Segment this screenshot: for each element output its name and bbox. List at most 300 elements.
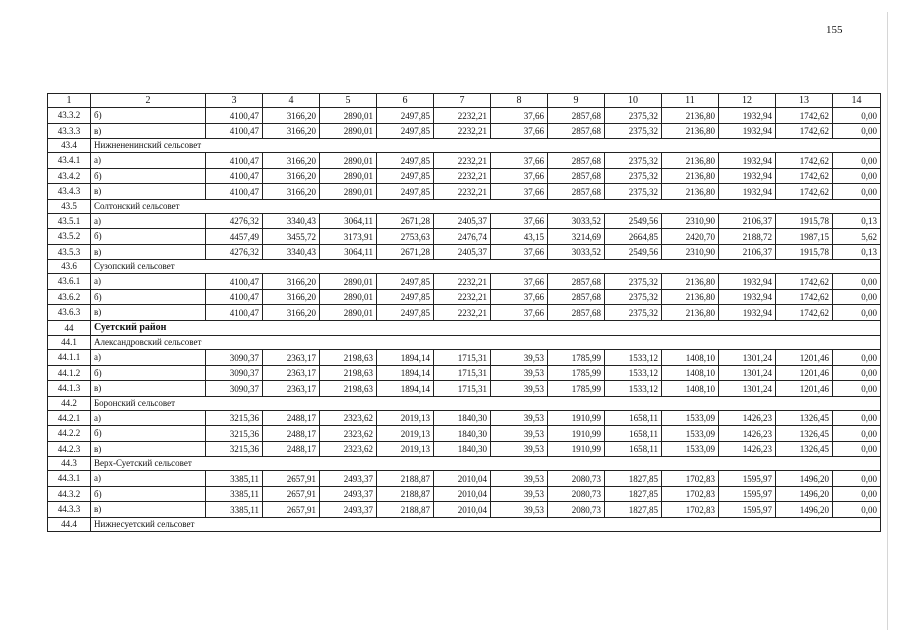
table-row bbox=[48, 153, 881, 169]
table-row bbox=[48, 486, 881, 502]
value-cell: 1702,83 bbox=[662, 502, 719, 518]
value-cell: 2857,68 bbox=[548, 153, 605, 169]
value-cell: 39,53 bbox=[491, 471, 548, 487]
value-cell: 2664,85 bbox=[605, 229, 662, 245]
section-name: Солтонский сельсовет bbox=[91, 199, 881, 213]
value-cell: 1742,62 bbox=[776, 274, 833, 290]
value-cell: 2106,37 bbox=[719, 213, 776, 229]
value-cell: 3385,11 bbox=[206, 502, 263, 518]
section-row bbox=[48, 336, 881, 350]
value-cell: 1932,94 bbox=[719, 289, 776, 305]
value-cell: 2363,17 bbox=[263, 365, 320, 381]
value-cell: 3455,72 bbox=[263, 229, 320, 245]
value-cell: 1910,99 bbox=[548, 441, 605, 457]
value-cell: 3385,11 bbox=[206, 486, 263, 502]
section-name: Боронский сельсовет bbox=[91, 396, 881, 410]
value-cell: 2198,63 bbox=[320, 350, 377, 366]
value-cell: 37,66 bbox=[491, 168, 548, 184]
value-cell: 1932,94 bbox=[719, 305, 776, 321]
row-letter: б) bbox=[91, 289, 206, 305]
row-letter: б) bbox=[91, 229, 206, 245]
value-cell: 1301,24 bbox=[719, 350, 776, 366]
row-letter: в) bbox=[91, 305, 206, 321]
value-cell: 1201,46 bbox=[776, 365, 833, 381]
value-cell: 1715,31 bbox=[434, 350, 491, 366]
district-row bbox=[48, 320, 881, 336]
value-cell: 2198,63 bbox=[320, 365, 377, 381]
value-cell: 3090,37 bbox=[206, 350, 263, 366]
value-cell: 2890,01 bbox=[320, 274, 377, 290]
value-cell: 2198,63 bbox=[320, 381, 377, 397]
value-cell: 1408,10 bbox=[662, 381, 719, 397]
value-cell: 1715,31 bbox=[434, 365, 491, 381]
value-cell: 1426,23 bbox=[719, 441, 776, 457]
row-code: 43.6.3 bbox=[48, 305, 91, 321]
row-letter: в) bbox=[91, 502, 206, 518]
row-code: 44.3.1 bbox=[48, 471, 91, 487]
header-cell: 7 bbox=[434, 94, 491, 108]
value-cell: 1742,62 bbox=[776, 108, 833, 124]
row-code: 44.2 bbox=[48, 396, 91, 410]
value-cell: 3215,36 bbox=[206, 441, 263, 457]
row-code: 44.1.3 bbox=[48, 381, 91, 397]
value-cell: 2363,17 bbox=[263, 350, 320, 366]
value-cell: 37,66 bbox=[491, 213, 548, 229]
value-cell: 1932,94 bbox=[719, 108, 776, 124]
row-code: 43.5.2 bbox=[48, 229, 91, 245]
value-cell: 3166,20 bbox=[263, 184, 320, 200]
value-cell: 0,00 bbox=[833, 471, 881, 487]
row-code: 44.4 bbox=[48, 517, 91, 531]
value-cell: 1408,10 bbox=[662, 365, 719, 381]
row-code: 44.1.1 bbox=[48, 350, 91, 366]
value-cell: 2753,63 bbox=[377, 229, 434, 245]
value-cell: 2671,28 bbox=[377, 244, 434, 260]
value-cell: 2857,68 bbox=[548, 289, 605, 305]
row-code: 43.5.1 bbox=[48, 213, 91, 229]
header-cell: 4 bbox=[263, 94, 320, 108]
value-cell: 2080,73 bbox=[548, 471, 605, 487]
row-letter: в) bbox=[91, 123, 206, 139]
row-code: 44.2.3 bbox=[48, 441, 91, 457]
value-cell: 1496,20 bbox=[776, 471, 833, 487]
row-code: 43.5 bbox=[48, 199, 91, 213]
row-letter: в) bbox=[91, 184, 206, 200]
table-row bbox=[48, 168, 881, 184]
value-cell: 4100,47 bbox=[206, 108, 263, 124]
row-code: 43.5.3 bbox=[48, 244, 91, 260]
value-cell: 0,00 bbox=[833, 365, 881, 381]
value-cell: 3385,11 bbox=[206, 471, 263, 487]
value-cell: 2188,87 bbox=[377, 502, 434, 518]
value-cell: 2657,91 bbox=[263, 502, 320, 518]
row-code: 44.2.2 bbox=[48, 426, 91, 442]
value-cell: 1301,24 bbox=[719, 381, 776, 397]
table-row bbox=[48, 365, 881, 381]
row-code: 44.3 bbox=[48, 457, 91, 471]
row-letter: б) bbox=[91, 426, 206, 442]
value-cell: 0,00 bbox=[833, 274, 881, 290]
value-cell: 3215,36 bbox=[206, 426, 263, 442]
value-cell: 0,00 bbox=[833, 410, 881, 426]
value-cell: 2890,01 bbox=[320, 184, 377, 200]
value-cell: 2136,80 bbox=[662, 123, 719, 139]
value-cell: 1326,45 bbox=[776, 426, 833, 442]
table-row bbox=[48, 213, 881, 229]
tariff-table bbox=[47, 93, 881, 532]
value-cell: 2890,01 bbox=[320, 123, 377, 139]
value-cell: 2363,17 bbox=[263, 381, 320, 397]
value-cell: 2549,56 bbox=[605, 244, 662, 260]
row-code: 43.4.3 bbox=[48, 184, 91, 200]
row-letter: а) bbox=[91, 350, 206, 366]
value-cell: 2010,04 bbox=[434, 471, 491, 487]
value-cell: 0,00 bbox=[833, 502, 881, 518]
value-cell: 1533,09 bbox=[662, 441, 719, 457]
value-cell: 1408,10 bbox=[662, 350, 719, 366]
value-cell: 2657,91 bbox=[263, 471, 320, 487]
value-cell: 3215,36 bbox=[206, 410, 263, 426]
value-cell: 3340,43 bbox=[263, 244, 320, 260]
section-name: Нижнесуетский сельсовет bbox=[91, 517, 881, 531]
value-cell: 3166,20 bbox=[263, 274, 320, 290]
table-row bbox=[48, 123, 881, 139]
value-cell: 2488,17 bbox=[263, 410, 320, 426]
value-cell: 0,00 bbox=[833, 123, 881, 139]
value-cell: 2232,21 bbox=[434, 305, 491, 321]
section-row bbox=[48, 396, 881, 410]
page-number: 155 bbox=[826, 24, 843, 36]
value-cell: 1658,11 bbox=[605, 410, 662, 426]
value-cell: 1785,99 bbox=[548, 350, 605, 366]
value-cell: 2232,21 bbox=[434, 153, 491, 169]
section-row bbox=[48, 517, 881, 531]
value-cell: 4100,47 bbox=[206, 289, 263, 305]
value-cell: 1987,15 bbox=[776, 229, 833, 245]
value-cell: 1827,85 bbox=[605, 502, 662, 518]
value-cell: 1932,94 bbox=[719, 184, 776, 200]
value-cell: 1827,85 bbox=[605, 486, 662, 502]
value-cell: 2188,87 bbox=[377, 486, 434, 502]
value-cell: 1533,09 bbox=[662, 426, 719, 442]
row-code: 43.6.1 bbox=[48, 274, 91, 290]
value-cell: 2323,62 bbox=[320, 441, 377, 457]
value-cell: 39,53 bbox=[491, 426, 548, 442]
value-cell: 0,00 bbox=[833, 350, 881, 366]
value-cell: 37,66 bbox=[491, 184, 548, 200]
value-cell: 39,53 bbox=[491, 410, 548, 426]
value-cell: 2136,80 bbox=[662, 108, 719, 124]
value-cell: 43,15 bbox=[491, 229, 548, 245]
row-letter: а) bbox=[91, 213, 206, 229]
value-cell: 3166,20 bbox=[263, 123, 320, 139]
value-cell: 0,00 bbox=[833, 289, 881, 305]
value-cell: 2310,90 bbox=[662, 244, 719, 260]
value-cell: 2323,62 bbox=[320, 410, 377, 426]
value-cell: 1658,11 bbox=[605, 426, 662, 442]
table-row bbox=[48, 289, 881, 305]
value-cell: 1426,23 bbox=[719, 410, 776, 426]
value-cell: 1533,09 bbox=[662, 410, 719, 426]
value-cell: 2857,68 bbox=[548, 123, 605, 139]
value-cell: 4100,47 bbox=[206, 305, 263, 321]
row-letter: б) bbox=[91, 365, 206, 381]
value-cell: 2375,32 bbox=[605, 184, 662, 200]
value-cell: 1496,20 bbox=[776, 502, 833, 518]
value-cell: 4276,32 bbox=[206, 244, 263, 260]
value-cell: 3340,43 bbox=[263, 213, 320, 229]
value-cell: 2857,68 bbox=[548, 184, 605, 200]
value-cell: 2405,37 bbox=[434, 244, 491, 260]
value-cell: 1827,85 bbox=[605, 471, 662, 487]
section-name: Нижнененинский сельсовет bbox=[91, 139, 881, 153]
value-cell: 39,53 bbox=[491, 486, 548, 502]
table-row bbox=[48, 410, 881, 426]
value-cell: 1595,97 bbox=[719, 486, 776, 502]
row-letter: а) bbox=[91, 153, 206, 169]
value-cell: 0,00 bbox=[833, 486, 881, 502]
section-row bbox=[48, 260, 881, 274]
value-cell: 2497,85 bbox=[377, 108, 434, 124]
value-cell: 1702,83 bbox=[662, 486, 719, 502]
value-cell: 1932,94 bbox=[719, 274, 776, 290]
value-cell: 1742,62 bbox=[776, 289, 833, 305]
value-cell: 2019,13 bbox=[377, 426, 434, 442]
value-cell: 1326,45 bbox=[776, 410, 833, 426]
value-cell: 1915,78 bbox=[776, 244, 833, 260]
table-row bbox=[48, 305, 881, 321]
header-cell: 3 bbox=[206, 94, 263, 108]
value-cell: 1742,62 bbox=[776, 305, 833, 321]
value-cell: 39,53 bbox=[491, 441, 548, 457]
value-cell: 2232,21 bbox=[434, 184, 491, 200]
value-cell: 2136,80 bbox=[662, 274, 719, 290]
value-cell: 37,66 bbox=[491, 123, 548, 139]
header-cell: 12 bbox=[719, 94, 776, 108]
value-cell: 5,62 bbox=[833, 229, 881, 245]
table-row bbox=[48, 471, 881, 487]
value-cell: 1658,11 bbox=[605, 441, 662, 457]
header-cell: 14 bbox=[833, 94, 881, 108]
value-cell: 2488,17 bbox=[263, 441, 320, 457]
value-cell: 1702,83 bbox=[662, 471, 719, 487]
value-cell: 3033,52 bbox=[548, 213, 605, 229]
row-letter: а) bbox=[91, 471, 206, 487]
value-cell: 2857,68 bbox=[548, 274, 605, 290]
value-cell: 2136,80 bbox=[662, 153, 719, 169]
value-cell: 2375,32 bbox=[605, 274, 662, 290]
value-cell: 3090,37 bbox=[206, 365, 263, 381]
value-cell: 2232,21 bbox=[434, 274, 491, 290]
section-row bbox=[48, 139, 881, 153]
row-code: 43.3.2 bbox=[48, 108, 91, 124]
value-cell: 2136,80 bbox=[662, 305, 719, 321]
header-cell: 13 bbox=[776, 94, 833, 108]
value-cell: 0,00 bbox=[833, 184, 881, 200]
value-cell: 3090,37 bbox=[206, 381, 263, 397]
value-cell: 2136,80 bbox=[662, 168, 719, 184]
value-cell: 2857,68 bbox=[548, 168, 605, 184]
row-letter: а) bbox=[91, 274, 206, 290]
value-cell: 4457,49 bbox=[206, 229, 263, 245]
table-row bbox=[48, 441, 881, 457]
value-cell: 37,66 bbox=[491, 244, 548, 260]
value-cell: 1894,14 bbox=[377, 365, 434, 381]
row-code: 43.6.2 bbox=[48, 289, 91, 305]
row-code: 43.3.3 bbox=[48, 123, 91, 139]
header-cell: 10 bbox=[605, 94, 662, 108]
value-cell: 2323,62 bbox=[320, 426, 377, 442]
value-cell: 2497,85 bbox=[377, 184, 434, 200]
value-cell: 2857,68 bbox=[548, 305, 605, 321]
value-cell: 4276,32 bbox=[206, 213, 263, 229]
district-name: Суетский район bbox=[91, 320, 881, 336]
value-cell: 39,53 bbox=[491, 502, 548, 518]
value-cell: 2010,04 bbox=[434, 502, 491, 518]
value-cell: 2857,68 bbox=[548, 108, 605, 124]
value-cell: 2497,85 bbox=[377, 123, 434, 139]
value-cell: 3166,20 bbox=[263, 153, 320, 169]
section-row bbox=[48, 457, 881, 471]
header-cell: 11 bbox=[662, 94, 719, 108]
value-cell: 2106,37 bbox=[719, 244, 776, 260]
value-cell: 2375,32 bbox=[605, 289, 662, 305]
value-cell: 2497,85 bbox=[377, 289, 434, 305]
value-cell: 2375,32 bbox=[605, 108, 662, 124]
value-cell: 1715,31 bbox=[434, 381, 491, 397]
value-cell: 1840,30 bbox=[434, 410, 491, 426]
value-cell: 2493,37 bbox=[320, 471, 377, 487]
value-cell: 37,66 bbox=[491, 289, 548, 305]
value-cell: 1742,62 bbox=[776, 168, 833, 184]
value-cell: 2188,87 bbox=[377, 471, 434, 487]
value-cell: 3033,52 bbox=[548, 244, 605, 260]
row-code: 44.3.2 bbox=[48, 486, 91, 502]
row-code: 44.3.3 bbox=[48, 502, 91, 518]
table-row bbox=[48, 381, 881, 397]
value-cell: 2493,37 bbox=[320, 502, 377, 518]
value-cell: 2420,70 bbox=[662, 229, 719, 245]
value-cell: 1910,99 bbox=[548, 426, 605, 442]
row-letter: в) bbox=[91, 381, 206, 397]
row-code: 44.1 bbox=[48, 336, 91, 350]
value-cell: 39,53 bbox=[491, 381, 548, 397]
value-cell: 1840,30 bbox=[434, 441, 491, 457]
row-code: 43.4 bbox=[48, 139, 91, 153]
value-cell: 2890,01 bbox=[320, 305, 377, 321]
header-cell: 5 bbox=[320, 94, 377, 108]
value-cell: 37,66 bbox=[491, 274, 548, 290]
row-code: 43.6 bbox=[48, 260, 91, 274]
value-cell: 2890,01 bbox=[320, 168, 377, 184]
value-cell: 0,00 bbox=[833, 426, 881, 442]
value-cell: 39,53 bbox=[491, 350, 548, 366]
value-cell: 1595,97 bbox=[719, 502, 776, 518]
value-cell: 1301,24 bbox=[719, 365, 776, 381]
header-cell: 8 bbox=[491, 94, 548, 108]
table-body bbox=[48, 94, 881, 532]
value-cell: 2488,17 bbox=[263, 426, 320, 442]
value-cell: 4100,47 bbox=[206, 274, 263, 290]
value-cell: 3166,20 bbox=[263, 108, 320, 124]
row-code: 44.1.2 bbox=[48, 365, 91, 381]
value-cell: 2136,80 bbox=[662, 289, 719, 305]
value-cell: 2232,21 bbox=[434, 123, 491, 139]
value-cell: 2019,13 bbox=[377, 441, 434, 457]
value-cell: 3214,69 bbox=[548, 229, 605, 245]
table-row bbox=[48, 426, 881, 442]
value-cell: 2310,90 bbox=[662, 213, 719, 229]
value-cell: 2232,21 bbox=[434, 168, 491, 184]
header-cell: 1 bbox=[48, 94, 91, 108]
row-code: 44.2.1 bbox=[48, 410, 91, 426]
value-cell: 4100,47 bbox=[206, 184, 263, 200]
value-cell: 1894,14 bbox=[377, 381, 434, 397]
header-cell: 9 bbox=[548, 94, 605, 108]
value-cell: 2890,01 bbox=[320, 289, 377, 305]
value-cell: 1932,94 bbox=[719, 153, 776, 169]
value-cell: 37,66 bbox=[491, 153, 548, 169]
value-cell: 1840,30 bbox=[434, 426, 491, 442]
value-cell: 2375,32 bbox=[605, 168, 662, 184]
value-cell: 1742,62 bbox=[776, 123, 833, 139]
value-cell: 2405,37 bbox=[434, 213, 491, 229]
value-cell: 0,00 bbox=[833, 441, 881, 457]
value-cell: 2136,80 bbox=[662, 184, 719, 200]
value-cell: 1533,12 bbox=[605, 381, 662, 397]
value-cell: 37,66 bbox=[491, 108, 548, 124]
row-letter: в) bbox=[91, 244, 206, 260]
value-cell: 1533,12 bbox=[605, 365, 662, 381]
value-cell: 2497,85 bbox=[377, 274, 434, 290]
table-row bbox=[48, 229, 881, 245]
row-code: 43.4.2 bbox=[48, 168, 91, 184]
value-cell: 1915,78 bbox=[776, 213, 833, 229]
value-cell: 2375,32 bbox=[605, 305, 662, 321]
value-cell: 2232,21 bbox=[434, 289, 491, 305]
value-cell: 37,66 bbox=[491, 305, 548, 321]
row-letter: а) bbox=[91, 410, 206, 426]
row-code: 44 bbox=[48, 320, 91, 336]
value-cell: 0,00 bbox=[833, 305, 881, 321]
value-cell: 1201,46 bbox=[776, 350, 833, 366]
value-cell: 4100,47 bbox=[206, 153, 263, 169]
value-cell: 3166,20 bbox=[263, 289, 320, 305]
table-row bbox=[48, 274, 881, 290]
page-edge-line bbox=[887, 12, 888, 630]
value-cell: 2890,01 bbox=[320, 108, 377, 124]
row-code: 43.4.1 bbox=[48, 153, 91, 169]
value-cell: 4100,47 bbox=[206, 168, 263, 184]
value-cell: 3064,11 bbox=[320, 213, 377, 229]
value-cell: 1595,97 bbox=[719, 471, 776, 487]
value-cell: 1785,99 bbox=[548, 365, 605, 381]
section-row bbox=[48, 199, 881, 213]
value-cell: 0,00 bbox=[833, 153, 881, 169]
value-cell: 2375,32 bbox=[605, 153, 662, 169]
table-row bbox=[48, 244, 881, 260]
value-cell: 0,00 bbox=[833, 168, 881, 184]
value-cell: 2080,73 bbox=[548, 502, 605, 518]
value-cell: 2497,85 bbox=[377, 305, 434, 321]
value-cell: 1496,20 bbox=[776, 486, 833, 502]
value-cell: 1785,99 bbox=[548, 381, 605, 397]
row-letter: б) bbox=[91, 486, 206, 502]
value-cell: 1742,62 bbox=[776, 153, 833, 169]
value-cell: 2188,72 bbox=[719, 229, 776, 245]
value-cell: 39,53 bbox=[491, 365, 548, 381]
value-cell: 2476,74 bbox=[434, 229, 491, 245]
